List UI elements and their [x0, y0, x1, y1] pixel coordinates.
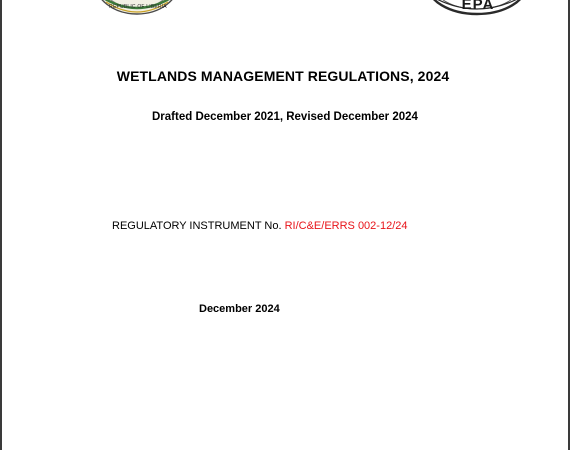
- document-date: December 2024: [199, 303, 280, 315]
- epa-logo-text: EPA: [461, 0, 495, 13]
- instrument-code: RI/C&E/ERRS 002-12/24: [284, 220, 408, 232]
- instrument-label: REGULATORY INSTRUMENT No.: [112, 220, 282, 232]
- seal-caption: REPUBLIC OF LIBERIA: [109, 4, 167, 10]
- document-title: WETLANDS MANAGEMENT REGULATIONS, 2024: [116, 68, 450, 84]
- document-subtitle: Drafted December 2021, Revised December 2024: [152, 111, 418, 123]
- regulatory-instrument-line: [112, 220, 407, 232]
